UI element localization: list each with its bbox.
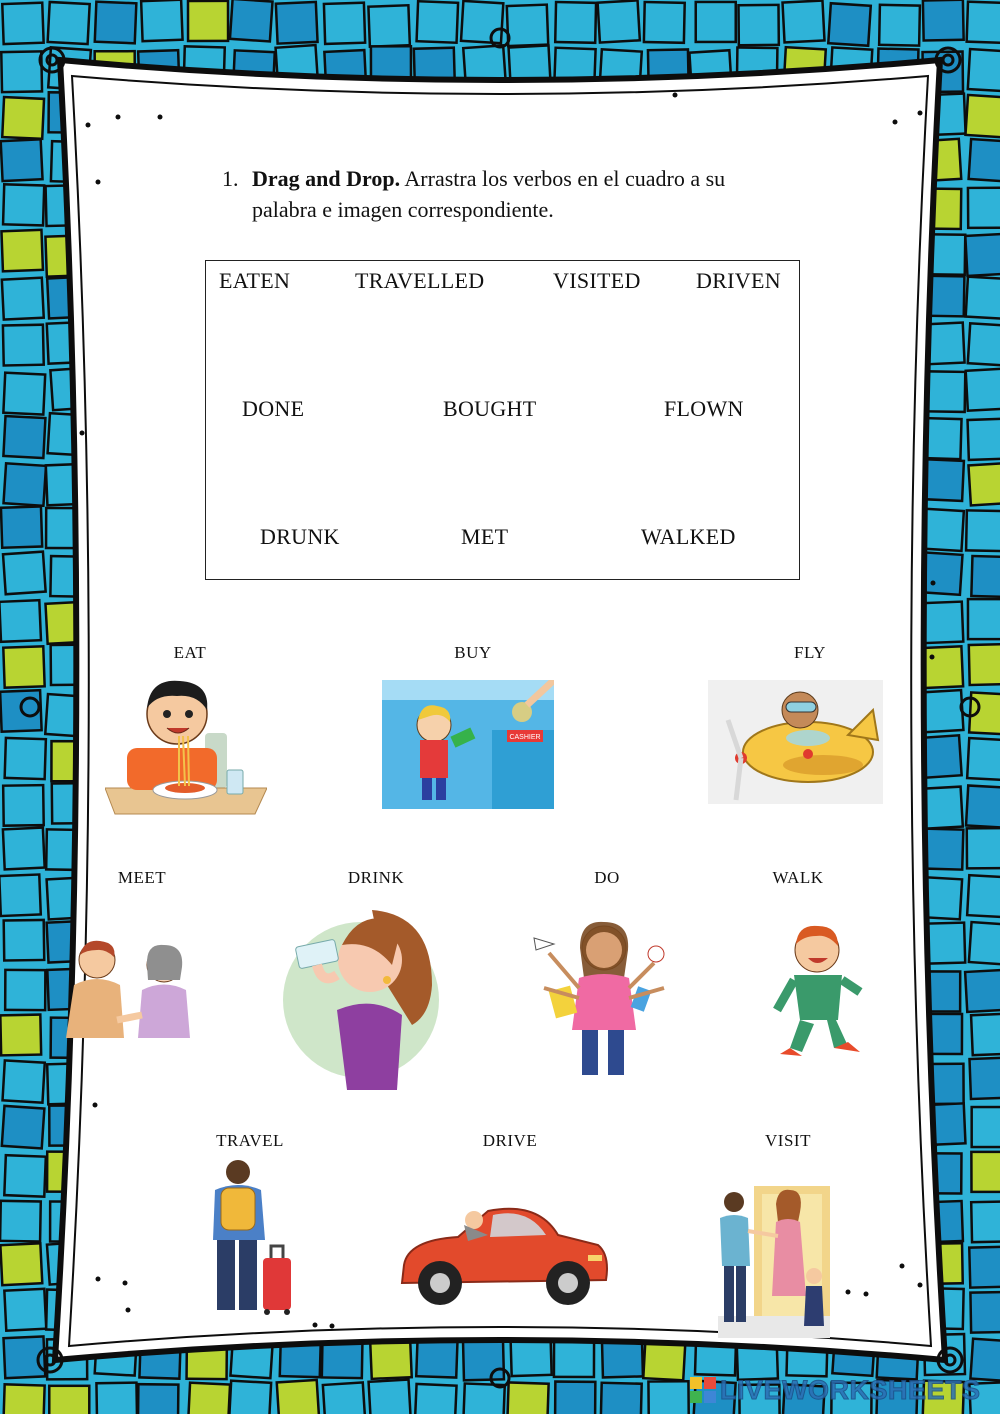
label-walk: WALK (772, 868, 824, 887)
picture-girl-multitasking[interactable] (524, 918, 676, 1088)
draggable-word-done[interactable]: DONE (242, 396, 305, 421)
word-bank (205, 260, 800, 580)
picture-woman-drinking[interactable] (282, 905, 440, 1090)
picture-boy-buying[interactable] (382, 680, 554, 809)
picture-family-visit[interactable] (718, 1186, 830, 1338)
label-visit: VISIT (765, 1131, 811, 1150)
exercise-number: 1. (222, 166, 239, 191)
draggable-word-drunk[interactable]: DRUNK (260, 524, 340, 549)
label-travel: TRAVEL (216, 1131, 284, 1150)
label-drink: DRINK (347, 868, 405, 887)
instruction-line-1: Arrastra los verbos en el cuadro a su (404, 166, 726, 191)
draggable-word-travelled[interactable]: TRAVELLED (355, 268, 485, 293)
draggable-word-bought[interactable]: BOUGHT (443, 396, 537, 421)
cashier-sign: CASHIER (509, 734, 541, 741)
draggable-word-met[interactable]: MET (461, 524, 509, 549)
exercise-title: Drag and Drop. (252, 166, 401, 191)
watermark-text: LIVEWORKSHEETS (720, 1374, 981, 1405)
draggable-word-visited[interactable]: VISITED (553, 268, 641, 293)
label-fly: FLY (794, 643, 826, 662)
draggable-word-eaten[interactable]: EATEN (219, 268, 291, 293)
draggable-word-flown[interactable]: FLOWN (664, 396, 744, 421)
picture-boy-eating[interactable] (105, 678, 267, 816)
picture-pilot-flying[interactable] (708, 680, 883, 804)
instruction-line-2: palabra e imagen correspondiente. (252, 197, 554, 222)
picture-traveller[interactable] (205, 1158, 297, 1320)
picture-red-car[interactable] (398, 1195, 610, 1313)
label-eat: EAT (173, 643, 207, 662)
liveworksheets-logo-icon (690, 1377, 716, 1403)
label-buy: BUY (454, 643, 492, 662)
liveworksheets-watermark (690, 1374, 981, 1406)
picture-people-meeting[interactable] (62, 935, 197, 1038)
picture-boy-walking[interactable] (772, 920, 864, 1058)
label-meet: MEET (117, 868, 167, 887)
draggable-word-walked[interactable]: WALKED (641, 524, 736, 549)
draggable-word-driven[interactable]: DRIVEN (696, 268, 781, 293)
label-do: DO (594, 868, 620, 887)
label-drive: DRIVE (482, 1131, 538, 1150)
